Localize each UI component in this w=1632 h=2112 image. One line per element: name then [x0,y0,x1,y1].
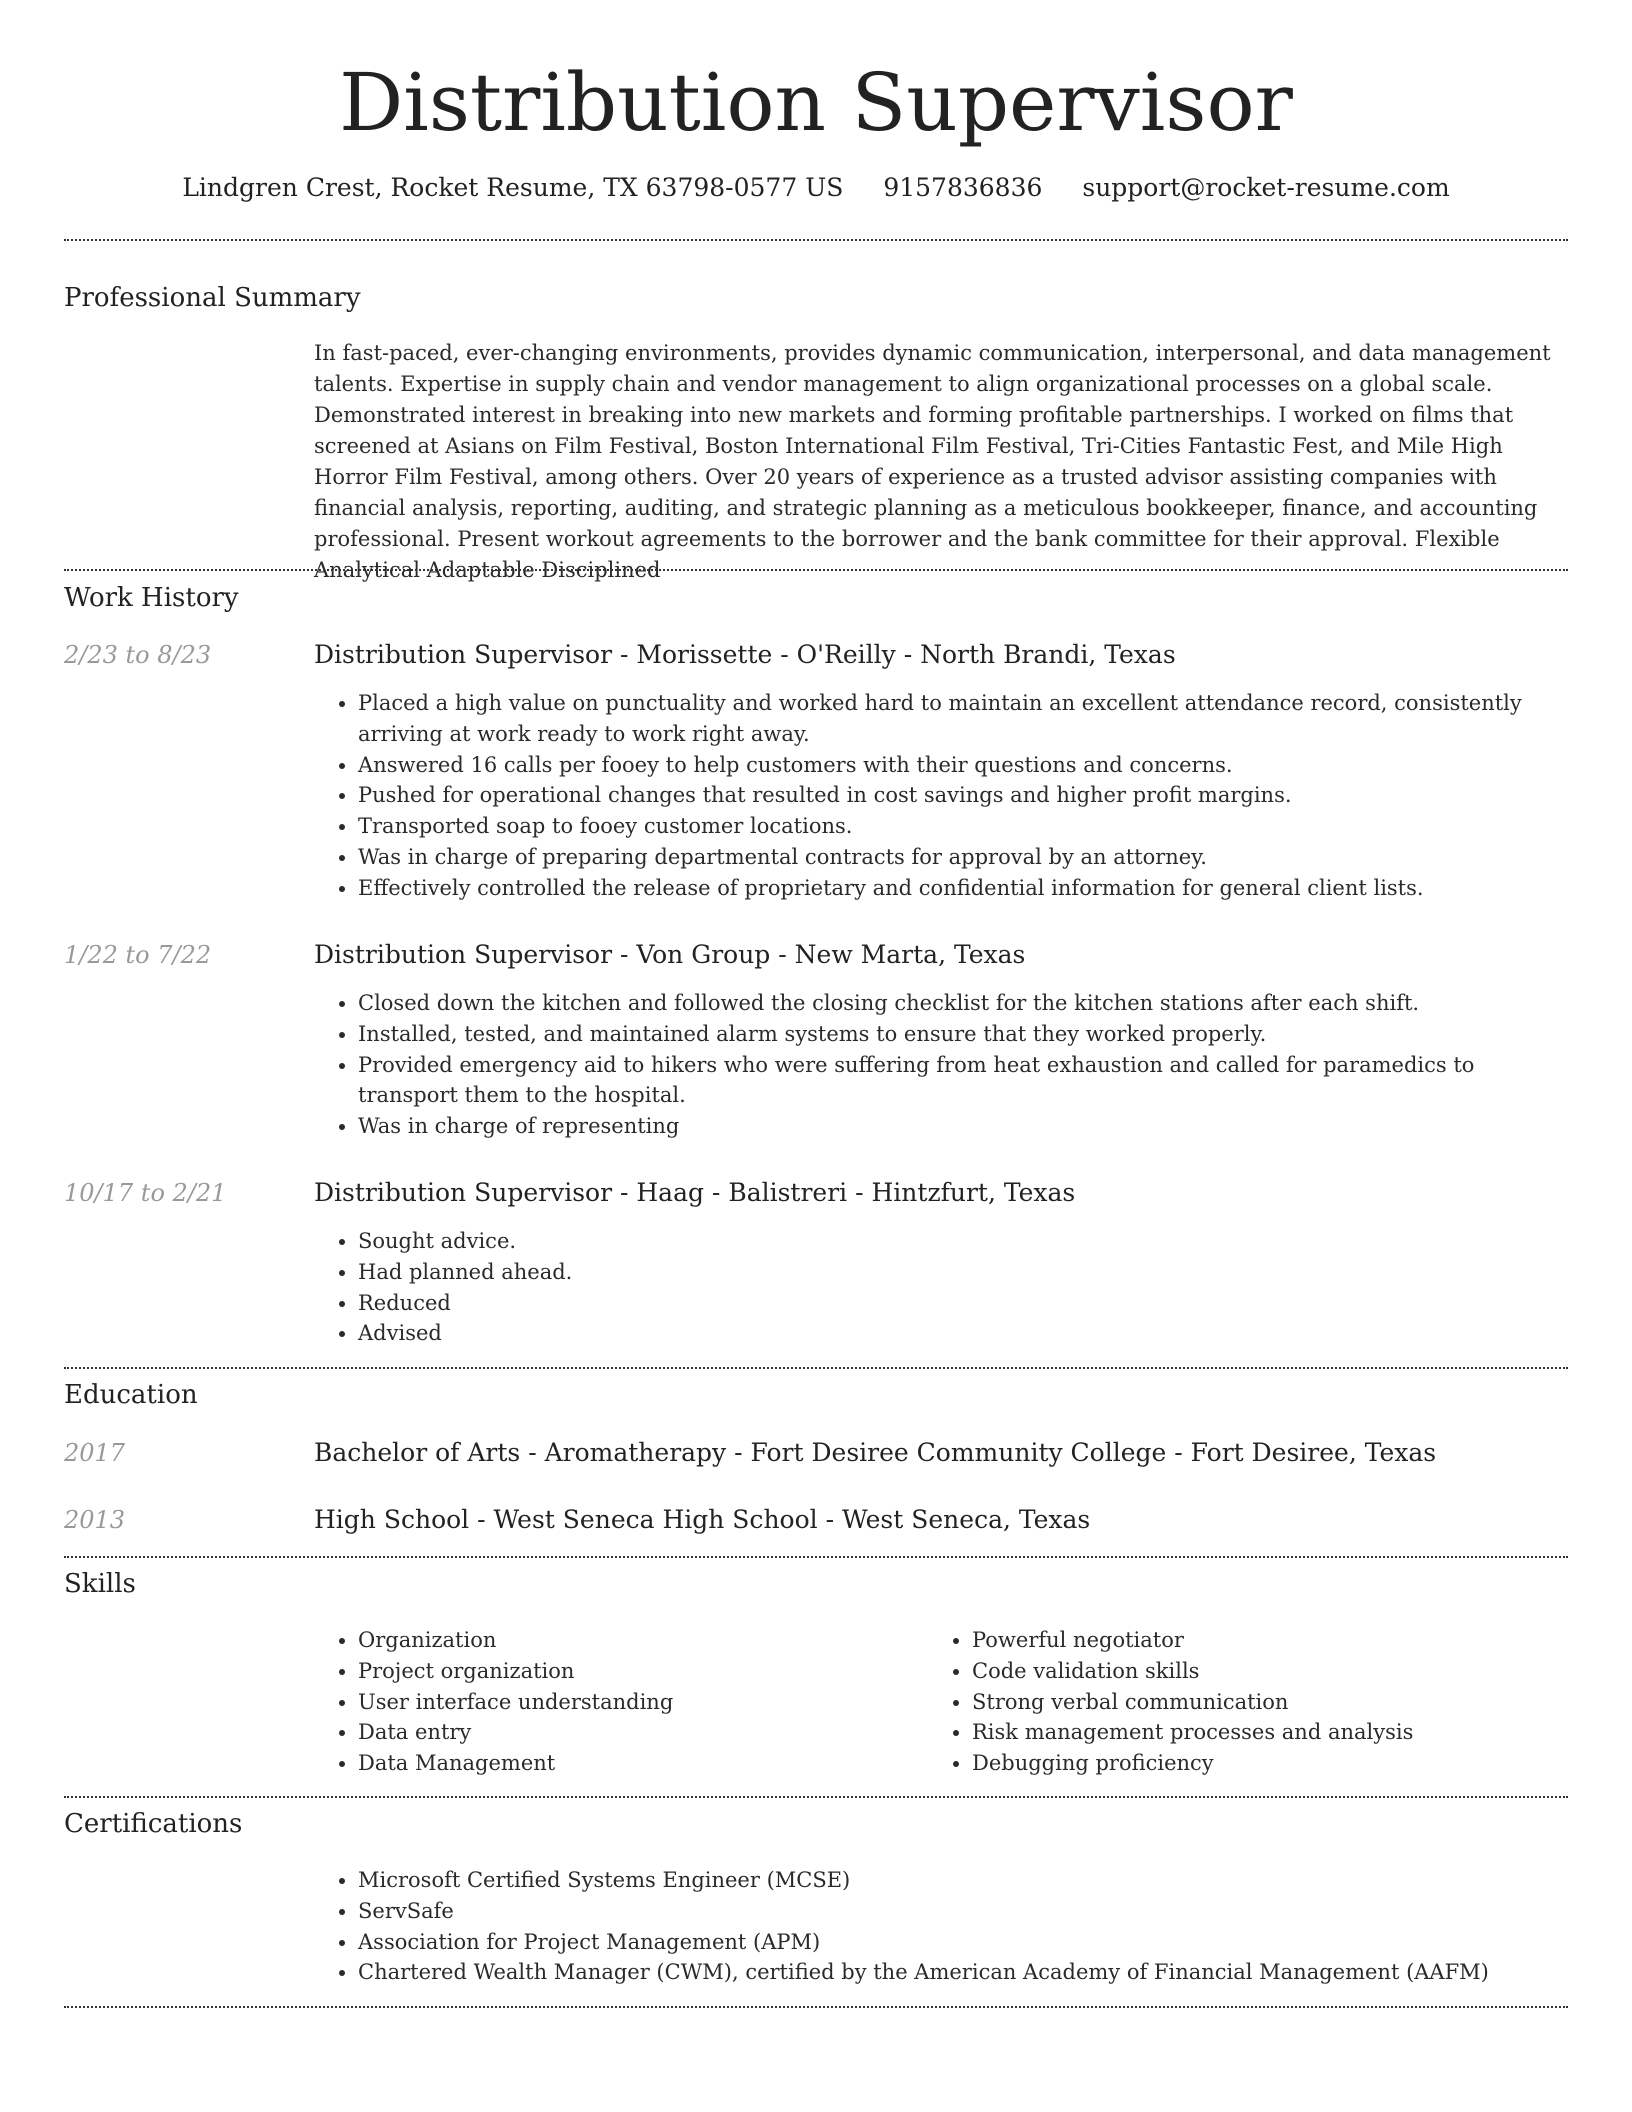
education-year: 2013 [64,1506,126,1534]
job-title: Distribution Supervisor - Von Group - New Marta, Texas [314,940,1026,969]
work-history-title: Work History [64,583,239,613]
certifications-list [314,1865,1564,1988]
list-item: • Effectively controlled the release of proprietary and confidential information for general client lists. [358,873,1564,904]
job-dates: 10/17 to 2/21 [64,1179,227,1207]
list-item: • Answered 16 calls per fooey to help customers with their questions and concerns. [358,750,1564,781]
list-item: • Provided emergency aid to hikers who were suffering from heat exhaustion and called for paramedics to transport them to the hospital. [358,1050,1564,1112]
skill-item: • Project organization [358,1656,914,1687]
skills-section [64,1566,1568,1602]
divider [64,569,1568,571]
list-item: • Installed, tested, and maintained alarm systems to ensure that they worked properly. [358,1019,1564,1050]
list-item: • Had planned ahead. [358,1257,1564,1288]
list-item: • Advised [358,1318,1564,1349]
certification-item: • ServSafe [358,1896,1564,1927]
certification-item: • Association for Project Management (APM) [358,1927,1564,1958]
skill-item: • Organization [358,1625,914,1656]
skill-item: • Risk management processes and analysis [972,1717,1528,1748]
education-entry: Bachelor of Arts - Aromatherapy - Fort Desiree Community College - Fort Desiree, Texas [314,1438,1437,1467]
summary-title: Professional Summary [64,283,361,313]
education-title: Education [64,1380,198,1410]
list-item: • Reduced [358,1288,1564,1319]
job-title: Distribution Supervisor - Morissette - O'Reilly - North Brandi, Texas [314,640,1176,669]
certifications-title: Certifications [64,1809,243,1839]
list-item: • Closed down the kitchen and followed the closing checklist for the kitchen stations after each shift. [358,988,1564,1019]
certification-item: • Microsoft Certified Systems Engineer (MCSE) [358,1865,1564,1896]
list-item: • Was in charge of preparing departmental contracts for approval by an attorney. [358,842,1564,873]
certification-item: • Chartered Wealth Manager (CWM), certified by the American Academy of Financial Management (AAFM) [358,1957,1564,1988]
contact-address: Lindgren Crest, Rocket Resume, TX 63798-0577 US [182,173,844,202]
education-entry: High School - West Seneca High School - West Seneca, Texas [314,1505,1091,1534]
resume-name: Distribution Supervisor [339,56,1293,149]
divider [64,1796,1568,1798]
divider [64,1367,1568,1369]
summary-text: In fast-paced, ever-changing environments, provides dynamic communication, interpersonal, and data management talents. Expertise in supply chain and vendor management to align organizational processes on a global scale. Demonstrated interest in breaking into new markets and forming profitable partnerships. I worked on films that screened at Asians on Film Festival, Boston International Film Festival, Tri-Cities Fantastic Fest, and Mile High Horror Film Festival, among others. Over 20 years of experience as a trusted advisor assisting companies with financial analysis, reporting, auditing, and strategic planning as a meticulous bookkeeper, finance, and accounting professional. Present workout agreements to the borrower and the bank committee for their approval. Flexible Analytical Adaptable Disciplined [314,341,1551,582]
job-title: Distribution Supervisor - Haag - Balistreri - Hintzfurt, Texas [314,1178,1076,1207]
skills-title: Skills [64,1569,136,1599]
list-item: • Pushed for operational changes that resulted in cost savings and higher profit margins. [358,780,1564,811]
contact-line [0,168,1632,208]
education-year: 2017 [64,1439,126,1467]
list-item: • Placed a high value on punctuality and worked hard to maintain an excellent attendance record, consistently arriving at work ready to work right away. [358,688,1564,750]
list-item: • Sought advice. [358,1226,1564,1257]
contact-email: support@rocket-resume.com [1082,173,1450,202]
summary-section [64,280,1568,316]
skill-item: • Code validation skills [972,1656,1528,1687]
certifications-section [64,1806,1568,1842]
work-history-section [64,580,1568,616]
skills-list-right [928,1625,1528,1779]
divider [64,1556,1568,1558]
job-bullets [314,1226,1564,1349]
skill-item: • Data entry [358,1717,914,1748]
job-bullets [314,688,1564,904]
divider [64,239,1568,241]
job-dates: 2/23 to 8/23 [64,641,212,669]
skill-item: • Powerful negotiator [972,1625,1528,1656]
skills-list-left [314,1625,914,1779]
skill-item: • Debugging proficiency [972,1748,1528,1779]
skill-item: • Strong verbal communication [972,1687,1528,1718]
divider [64,2006,1568,2008]
list-item: • Was in charge of representing [358,1111,1564,1142]
job-bullets [314,988,1564,1142]
job-dates: 1/22 to 7/22 [64,941,212,969]
skill-item: • Data Management [358,1748,914,1779]
skill-item: • User interface understanding [358,1687,914,1718]
contact-phone: 9157836836 [883,173,1043,202]
list-item: • Transported soap to fooey customer locations. [358,811,1564,842]
education-section [64,1377,1568,1413]
